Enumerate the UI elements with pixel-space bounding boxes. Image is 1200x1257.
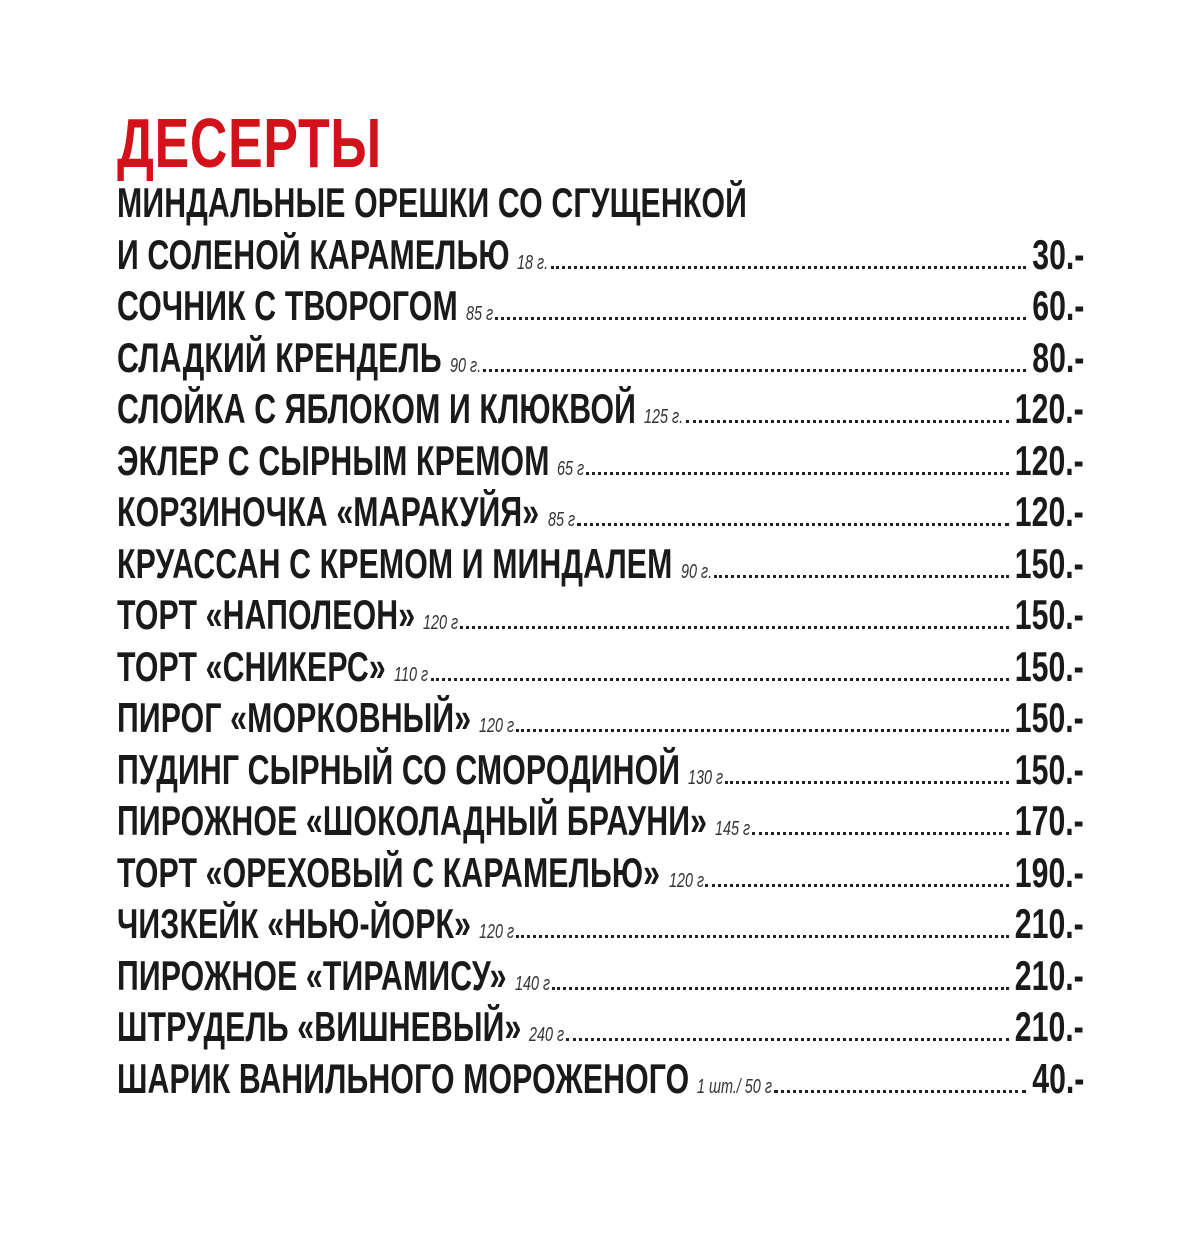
menu-item-name: ШАРИК ВАНИЛЬНОГО МОРОЖЕНОГО [117,1055,690,1102]
menu-item-weight: 110 г [394,663,429,686]
menu-item-name: ПИРОЖНОЕ «ШОКОЛАДНЫЙ БРАУНИ» [117,798,708,844]
menu-item [117,844,1084,896]
menu-item-name: ПИРОГ «МОРКОВНЫЙ» [117,695,472,741]
menu-item [117,741,1084,793]
menu-item-name: ЭКЛЕР С СЫРНЫМ КРЕМОМ [117,437,550,484]
menu-item-name: СЛОЙКА С ЯБЛОКОМ И КЛЮКВОЙ [117,386,637,432]
dot-leader [431,678,1010,681]
menu-item-name-line [117,174,1084,226]
menu-item-price: 120.- [1015,385,1084,432]
menu-item [117,278,1084,330]
menu-item-price: 150.- [1015,745,1084,793]
menu-item-name: ТОРТ «СНИКЕРС» [117,643,386,690]
menu-item [117,690,1084,742]
menu-item [117,329,1084,381]
menu-item [117,999,1084,1051]
menu-item-weight: 120 г [478,921,515,943]
menu-items [117,174,1084,1102]
menu-item-price: 40.- [1031,1054,1084,1102]
dot-leader [774,1090,1025,1093]
menu-item-weight: 85 г [466,303,494,325]
menu-item-weight: 1 шт./ 50 г [697,1075,773,1098]
menu-item-price: 210.- [1015,1003,1084,1050]
menu-item-name: ШТРУДЕЛЬ «ВИШНЕВЫЙ» [117,1004,522,1050]
menu-item-weight: 120 г [668,869,704,892]
section-title: ДЕСЕРТЫ [117,104,382,182]
menu-item-weight: 120 г [479,715,515,737]
dot-leader [552,987,1010,990]
dot-leader [483,369,1025,372]
menu-item-name: ПИРОЖНОЕ «ТИРАМИСУ» [117,952,507,999]
dot-leader [577,523,1010,526]
menu-item [117,535,1084,587]
menu-item-weight: 140 г [514,972,550,995]
dot-leader [752,832,1010,835]
menu-item-name: ЧИЗКЕЙК «НЬЮ-ЙОРК» [117,901,472,947]
menu-item-price: 30.- [1031,230,1084,278]
menu-item [117,381,1084,433]
menu-item-weight: 90 г. [680,560,713,583]
dot-leader [460,626,1009,629]
menu-item [117,484,1084,536]
dot-leader [495,317,1026,320]
menu-item-name: МИНДАЛЬНЫЕ ОРЕШКИ СО СГУЩЕНКОЙ [117,180,747,226]
menu-item-name: КОРЗИНОЧКА «МАРАКУЙЯ» [117,489,540,535]
menu-item [117,226,1084,278]
menu-item-weight: 65 г [557,457,585,480]
menu-item-weight: 90 г. [449,354,481,377]
dot-leader [725,781,1009,784]
menu-item [117,432,1084,484]
menu-item-price: 120.- [1015,436,1084,484]
menu-item-price: 120.- [1015,488,1084,535]
menu-item-name: СЛАДКИЙ КРЕНДЕЛЬ [117,334,442,381]
menu-item-weight: 145 г [714,818,750,840]
menu-item-weight: 85 г [547,509,575,531]
menu-item-price: 150.- [1015,642,1084,690]
dot-leader [705,884,1009,887]
menu-item-name: И СОЛЕНОЙ КАРАМЕЛЬЮ [117,231,510,278]
menu-item-name: ТОРТ «НАПОЛЕОН» [117,592,416,638]
dot-leader [566,1038,1009,1041]
menu-item-weight: 18 г. [517,251,549,274]
menu-item-price: 80.- [1031,333,1084,381]
menu-item [117,793,1084,845]
menu-item-weight: 120 г [423,612,459,634]
dot-leader [516,935,1010,938]
dot-leader [516,729,1009,732]
menu-item [117,1050,1084,1102]
menu-item [117,896,1084,948]
menu-item-price: 150.- [1015,591,1084,638]
menu-item-weight: 130 г [688,766,724,789]
menu-item [117,587,1084,639]
menu-item-price: 210.- [1015,900,1084,947]
menu-item-name: ТОРТ «ОРЕХОВЫЙ С КАРАМЕЛЬЮ» [117,849,661,896]
menu-item-price: 150.- [1015,694,1084,741]
menu-item [117,638,1084,690]
menu-item-price: 150.- [1015,539,1084,587]
menu-item-price: 170.- [1015,797,1084,844]
menu-item-weight: 240 г [529,1024,565,1046]
menu-item-price: 210.- [1015,951,1084,999]
menu-item-weight: 125 г. [644,406,684,428]
menu-item-name: СОЧНИК С ТВОРОГОМ [117,283,458,329]
menu-item-price: 190.- [1015,848,1084,896]
dot-leader [686,420,1010,423]
menu-item [117,947,1084,999]
menu-item-name: ПУДИНГ СЫРНЫЙ СО СМОРОДИНОЙ [117,746,681,793]
dot-leader [714,575,1009,578]
dot-leader [551,266,1026,269]
dessert-menu [117,104,1084,1102]
dot-leader [586,472,1009,475]
menu-item-price: 60.- [1031,282,1084,329]
menu-item-name: КРУАССАН С КРЕМОМ И МИНДАЛЕМ [117,540,673,587]
